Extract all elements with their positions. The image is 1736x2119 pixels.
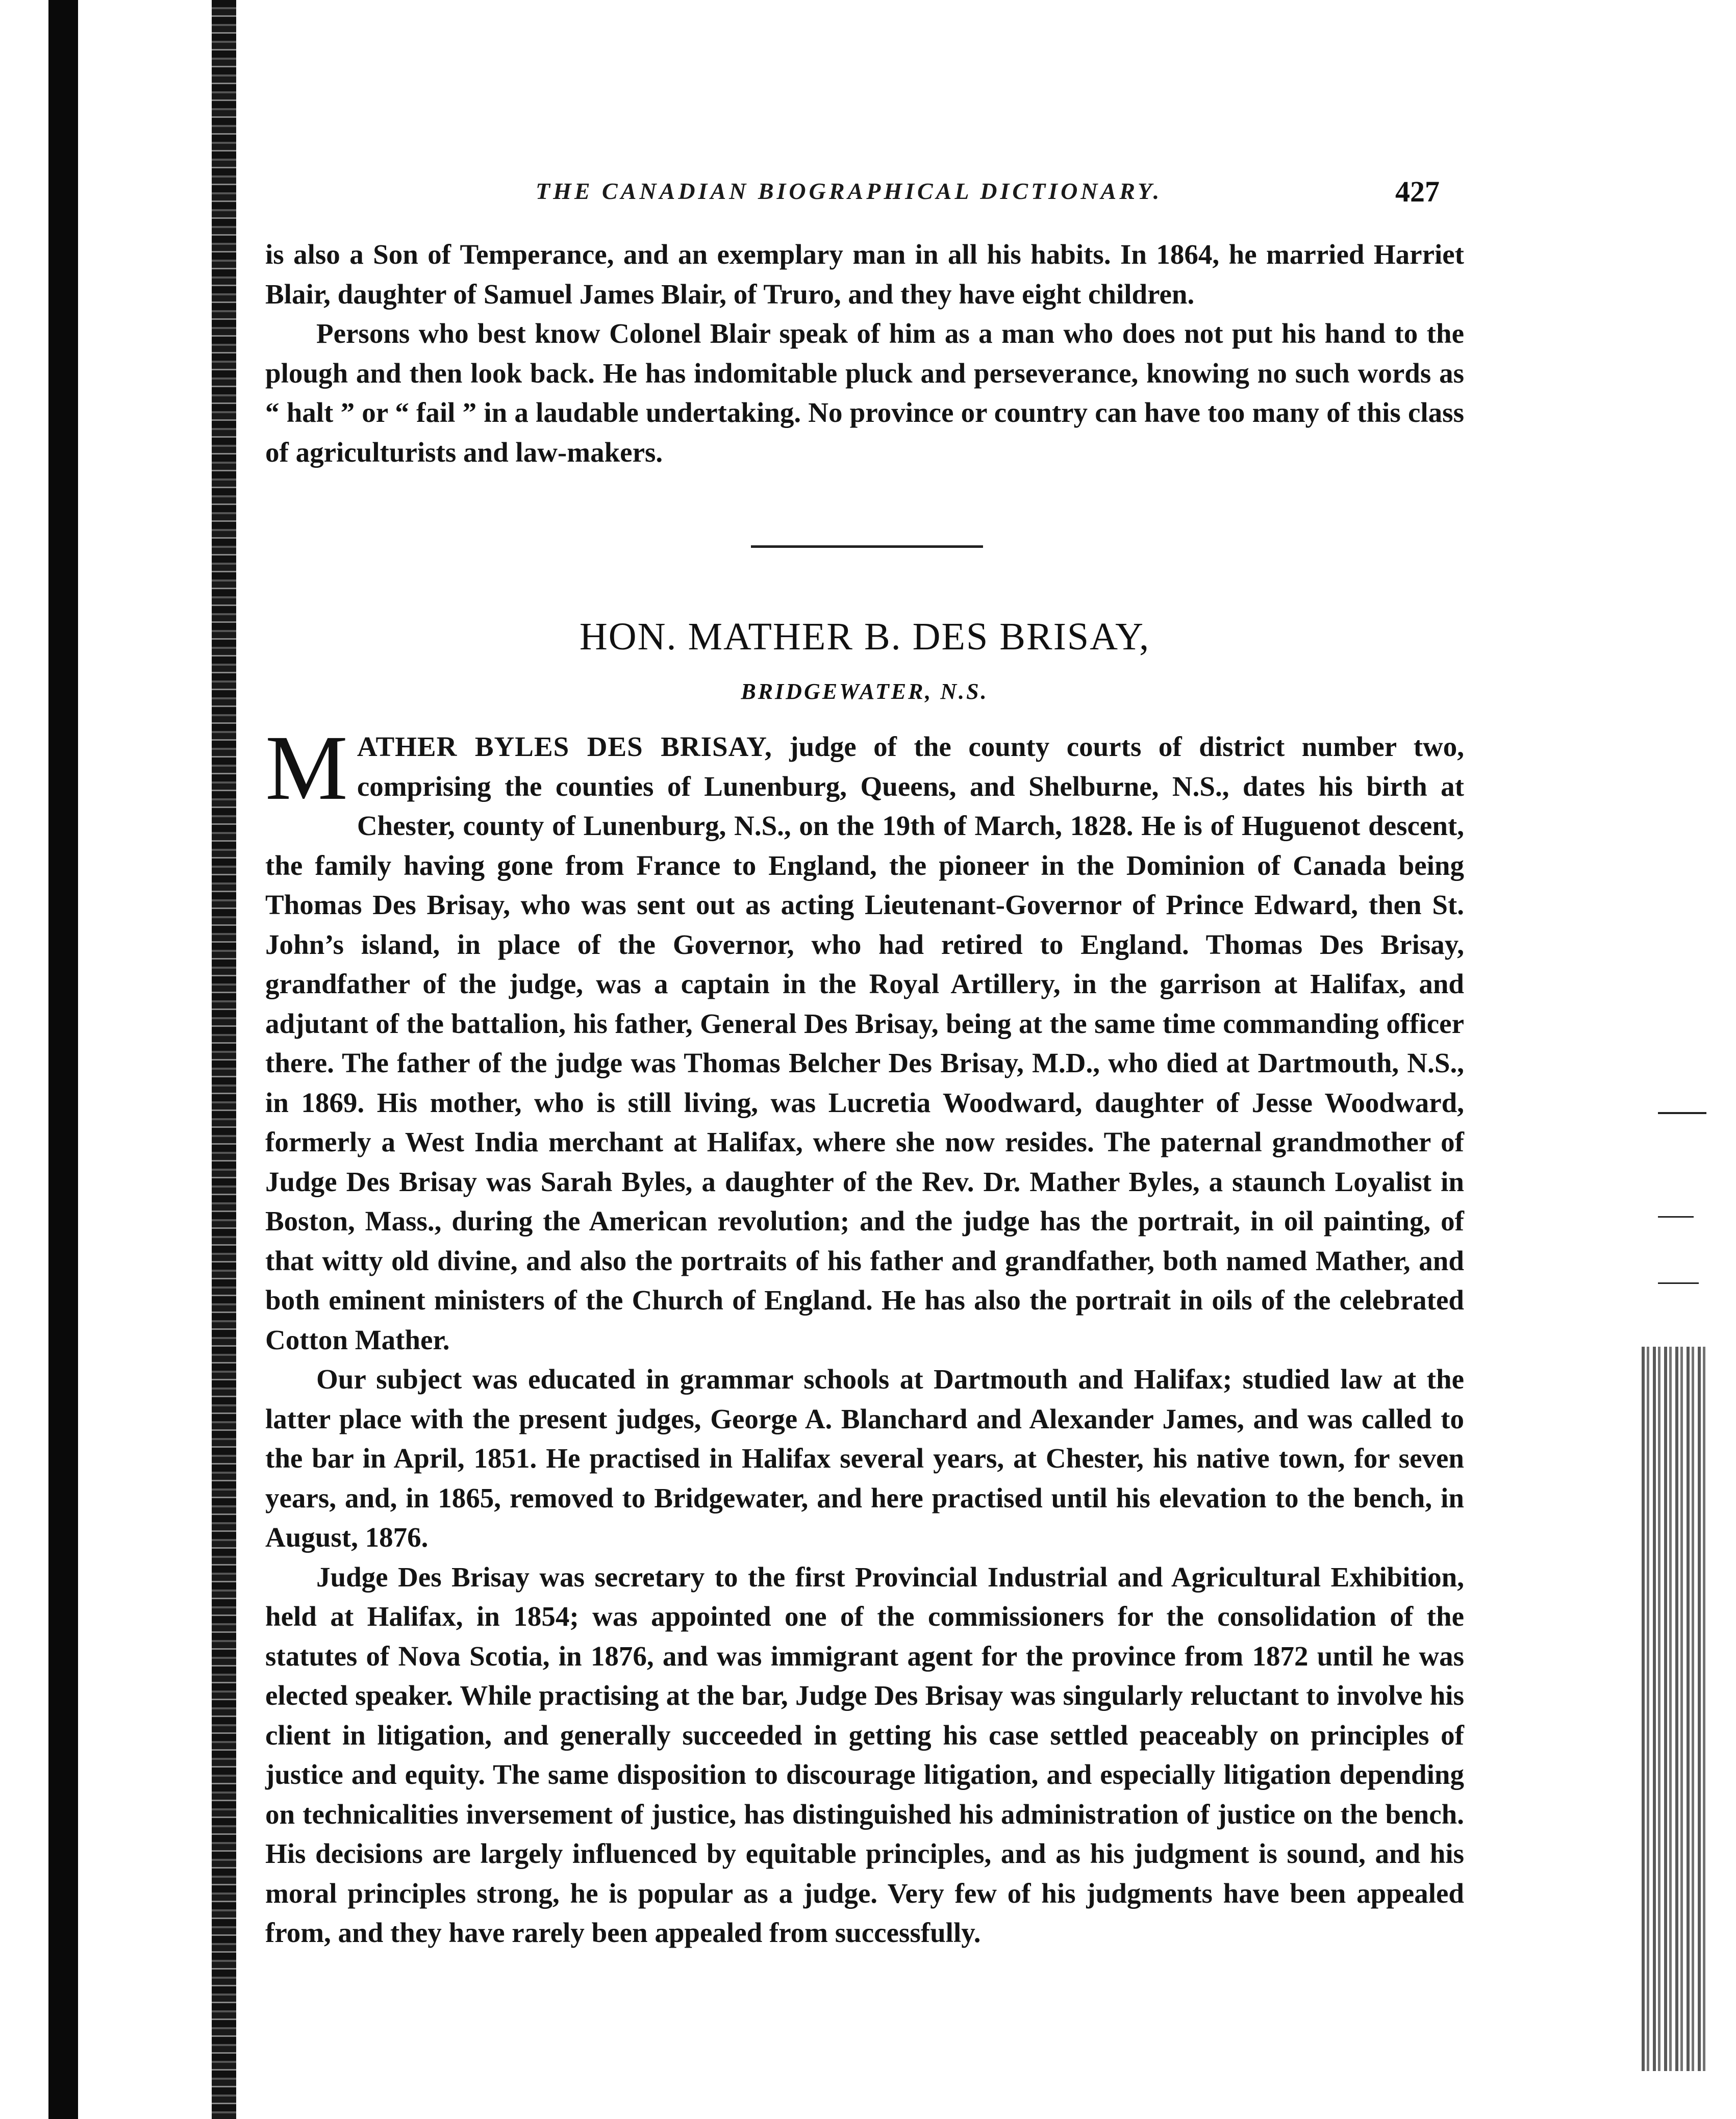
binding-shadow bbox=[48, 0, 78, 2119]
scan-edge-artifact bbox=[1642, 1347, 1705, 2071]
drop-cap: M bbox=[265, 717, 348, 819]
binding-gutter bbox=[78, 0, 212, 2119]
binding-edge-noise bbox=[212, 0, 236, 2119]
entry-paragraph: Our subject was educated in grammar schools at Dartmouth and Halifax; studied law at the latter place with the present judges, George A. Blanchard and Alexander James, and was called to the bar in April, 1851. He practised in Halifax several years, at Chester, his native town, for seven years, and, in 1865, removed to Bridgewater, and here practised until his elevation to the bench, in August, 1876. bbox=[265, 1364, 1464, 1553]
running-title: THE CANADIAN BIOGRAPHICAL DICTIONARY. bbox=[536, 178, 1163, 204]
entry-body bbox=[265, 717, 1464, 1953]
entry-location: BRIDGEWATER, N.S. bbox=[741, 679, 989, 704]
scan-edge-marks bbox=[1658, 1112, 1706, 1328]
previous-entry bbox=[265, 235, 1464, 472]
first-paragraph-text: judge of the county courts of district number two, comprising the counties of Lunenburg, Queens, and Shelburne, N.S., dates his birth at Chester, county of Lunenburg, N.S., on the 19th of March, 1828. He is of Huguenot descent, the family having gone from France to England, the pioneer in the Dominion of Canada being Thomas Des Brisay, who was sent out as acting Lieutenant-Governor of Prince Edward, then St. John’s island, in place of the Governor, who had retired to England. Thomas Des Brisay, grandfather of the judge, was a captain in the Royal Artillery, in the garrison at Halifax, and adjutant of the battalion, his father, General Des Brisay, being at the same time commanding officer there. The father of the judge was Thomas Belcher Des Brisay, M.D., who died at Dartmouth, N.S., in 1869. His mother, who is still living, was Lucretia Woodward, daughter of Jesse Woodward, formerly a West India merchant at Halifax, where she now resides. The paternal grandmother of Judge Des Brisay was Sarah Byles, a daughter of the Rev. Dr. Mather Byles, a staunch Loyalist in Boston, Mass., during the American revolution; and the judge has the portrait, in oil painting, of that witty old divine, and also the portraits of his father and grandfather, both named Mather, and both eminent ministers of the Church of England. He has also the portrait in oils of the celebrated Cotton Mather. bbox=[265, 731, 1464, 1355]
previous-entry-paragraph: is also a Son of Temperance, and an exemplary man in all his habits. In 1864, he married Harriet Blair, daughter of Samuel James Blair, of Truro, and they have eight children. bbox=[265, 239, 1464, 310]
entry-first-paragraph bbox=[265, 717, 1464, 1359]
entry-title: HON. MATHER B. DES BRISAY, bbox=[579, 615, 1150, 658]
lead-caps: ATHER BYLES DES BRISAY, bbox=[357, 731, 772, 762]
previous-entry-paragraph: Persons who best know Colonel Blair speak of him as a man who does not put his hand to the plough and then look back. He has indomitable pluck and perseverance, knowing no such words as “ halt ” or “ fail ” in a laudable undertaking. No province or country can have too many of this class of agriculturists and law-makers. bbox=[265, 318, 1464, 468]
page-number: 427 bbox=[1395, 175, 1440, 208]
section-divider bbox=[751, 545, 983, 548]
entry-paragraph: Judge Des Brisay was secretary to the first Provincial Industrial and Agricultural Exhibition, held at Halifax, in 1854; was appointed one of the commissioners for the consolidation of the statutes of Nova Scotia, in 1876, and was immigrant agent for the province from 1872 until he was elected speaker. While practising at the bar, Judge Des Brisay was singularly reluctant to involve his client in litigation, and generally succeeded in getting his case settled peaceably on principles of justice and equity. The same disposition to discourage litigation, and especially litigation depending on technicalities inversement of justice, has distinguished his administration of justice on the bench. His decisions are largely influenced by equitable principles, and as his judgment is sound, and his moral principles strong, he is popular as a judge. Very few of his judgments have been appealed from, and they have rarely been appealed from successfully. bbox=[265, 1561, 1464, 1948]
